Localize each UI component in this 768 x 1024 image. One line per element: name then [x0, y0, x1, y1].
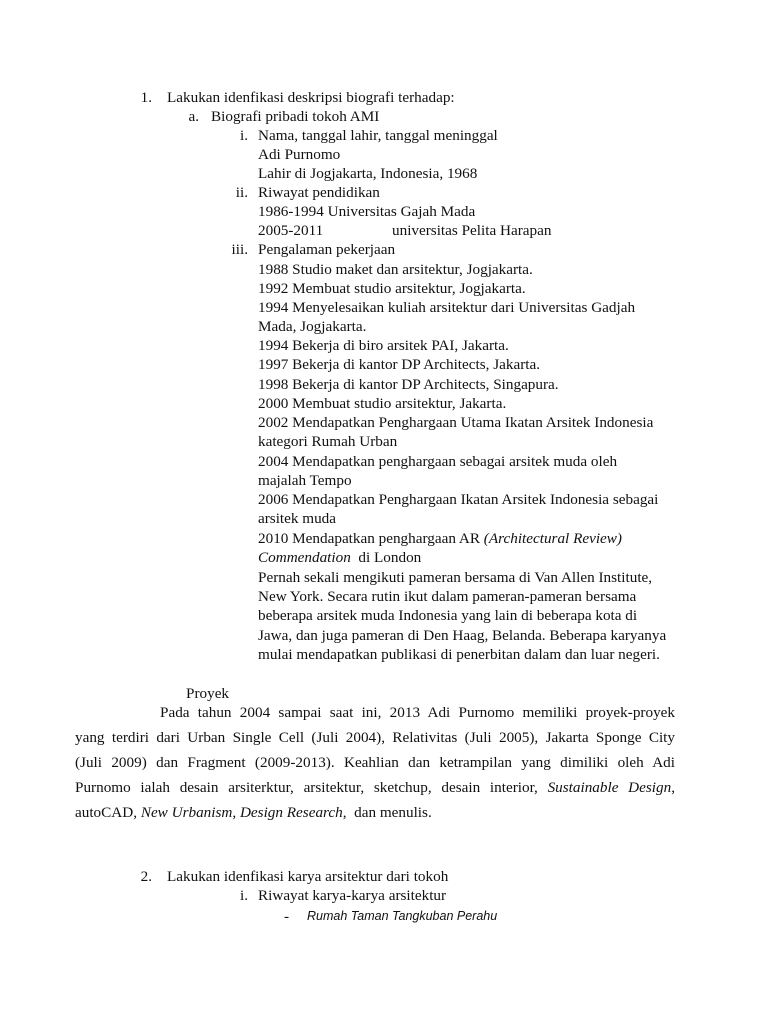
sub-a-label: Biografi pribadi tokoh AMI — [211, 108, 380, 125]
work-line: 2004 Mendapatkan penghargaan sebagai arsitek muda oleh — [258, 453, 618, 470]
work-line: 2006 Mendapatkan Penghargaan Ikatan Arsitek Indonesia sebagai — [258, 491, 659, 508]
award-ar-italic: (Architectural Review) — [483, 530, 622, 547]
work-line: 1992 Membuat studio arsitektur, Jogjakarta. — [258, 280, 526, 297]
section-2-item-i-marker: i. — [239, 887, 248, 904]
item-i-marker: i. — [239, 127, 248, 144]
exhibition-line: New York. Secara rutin ikut dalam pameran-pameran bersama — [258, 588, 637, 605]
work-line: 1988 Studio maket dan arsitektur, Jogjakarta. — [258, 261, 533, 278]
proyek-line4-end: , — [671, 779, 675, 796]
work-line: 1994 Menyelesaikan kuliah arsitektur dari Universitas Gadjah — [258, 299, 636, 316]
proyek-line4-start: Purnomo ialah desain arsiterktur, arsitektur, sketchup, desain interior, — [75, 779, 548, 796]
proyek-line5-end: , dan menulis. — [342, 804, 432, 821]
item-iii-label: Pengalaman pekerjaan — [258, 241, 396, 258]
work-line: 1998 Bekerja di kantor DP Architects, Singapura. — [258, 376, 559, 393]
work-item-rumah-taman: Rumah Taman Tangkuban Perahu — [307, 909, 498, 923]
sub-a-marker: a. — [188, 108, 199, 125]
work-line: 2002 Mendapatkan Penghargaan Utama Ikatan Arsitek Indonesia — [258, 414, 654, 431]
education-2-school: universitas Pelita Harapan — [392, 222, 552, 239]
person-name: Adi Purnomo — [258, 146, 341, 163]
work-line: arsitek muda — [258, 510, 337, 527]
proyek-title: Proyek — [186, 685, 230, 702]
birth-info: Lahir di Jogjakarta, Indonesia, 1968 — [258, 165, 478, 182]
item-ii-marker: ii. — [235, 184, 248, 201]
proyek-line4-italic: Sustainable Design — [547, 779, 672, 796]
proyek-paragraph-last-line — [75, 803, 432, 822]
exhibition-line: Jawa, dan juga pameran di Den Haag, Belanda. Beberapa karyanya — [258, 627, 667, 644]
exhibition-line: beberapa arsitek muda Indonesia yang lain di beberapa kota di — [258, 607, 638, 624]
proyek-paragraph-line: Pada tahun 2004 sampai saat ini, 2013 Adi Purnomo memiliki proyek-proyek — [160, 704, 675, 721]
work-line: majalah Tempo — [258, 472, 352, 489]
section-1-heading: Lakukan idenfikasi deskripsi biografi terhadap: — [167, 89, 455, 106]
award-ar-prefix: 2010 Mendapatkan penghargaan AR — [258, 530, 484, 547]
bullet-dash: - — [284, 908, 290, 925]
exhibition-line: Pernah sekali mengikuti pameran bersama di Van Allen Institute, — [258, 569, 653, 586]
award-ar-line — [258, 529, 622, 548]
work-line: 1994 Bekerja di biro arsitek PAI, Jakarta. — [258, 337, 509, 354]
section-2-heading: Lakukan idenfikasi karya arsitektur dari tokoh — [167, 868, 449, 885]
work-line: 2000 Membuat studio arsitektur, Jakarta. — [258, 395, 507, 412]
item-ii-label: Riwayat pendidikan — [258, 184, 380, 201]
proyek-paragraph-line: yang terdiri dari Urban Single Cell (Juli 2004), Relativitas (Juli 2005), Jakarta Sponge City — [75, 729, 675, 746]
section-1-number: 1. — [140, 89, 152, 106]
section-2-number: 2. — [140, 868, 152, 885]
proyek-line5-italic: New Urbanism, Design Research — [140, 804, 343, 821]
item-i-label: Nama, tanggal lahir, tanggal meninggal — [258, 127, 498, 144]
award-ar-line-2 — [258, 548, 421, 567]
exhibition-line: mulai mendapatkan publikasi di penerbitan dalam dan luar negeri. — [258, 646, 660, 663]
work-line: 1997 Bekerja di kantor DP Architects, Jakarta. — [258, 356, 541, 373]
work-line: kategori Rumah Urban — [258, 433, 398, 450]
work-line: Mada, Jogjakarta. — [258, 318, 367, 335]
education-2-years: 2005-2011 — [258, 222, 324, 239]
award-ar-suffix: di London — [350, 549, 422, 566]
section-2-item-i-label: Riwayat karya-karya arsitektur — [258, 887, 447, 904]
item-iii-marker: iii. — [231, 241, 248, 258]
education-1: 1986-1994 Universitas Gajah Mada — [258, 203, 476, 220]
proyek-paragraph-line — [75, 778, 675, 797]
proyek-line5-start: autoCAD, — [75, 804, 141, 821]
award-ar-commendation: Commendation — [258, 549, 351, 566]
proyek-paragraph-line: (Juli 2009) dan Fragment (2009-2013). Keahlian dan ketrampilan yang dimiliki oleh Adi — [75, 754, 675, 771]
